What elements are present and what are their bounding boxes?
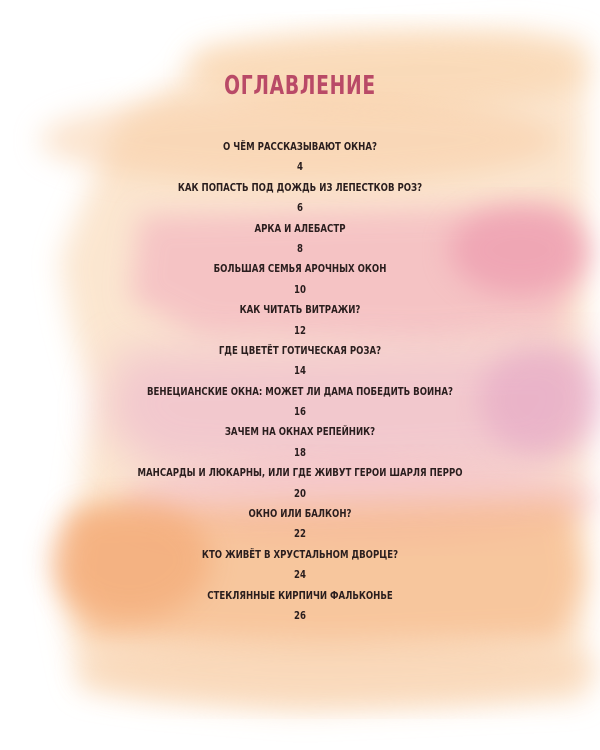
- toc-entry: [0, 219, 600, 260]
- toc-entry-title: КТО ЖИВЁТ В ХРУСТАЛЬНОМ ДВОРЦЕ?: [201, 547, 399, 561]
- toc-entry: [0, 178, 600, 219]
- toc-entry-title: ЗАЧЕМ НА ОКНАХ РЕПЕЙНИК?: [224, 425, 376, 439]
- toc-entry-title: КАК ЧИТАТЬ ВИТРАЖИ?: [239, 303, 361, 317]
- toc-entry: [0, 545, 600, 586]
- toc-entry-title: КАК ПОПАСТЬ ПОД ДОЖДЬ ИЗ ЛЕПЕСТКОВ РОЗ?: [177, 180, 423, 194]
- toc-entry-page: 18: [294, 445, 306, 459]
- toc-entry-title: ВЕНЕЦИАНСКИЕ ОКНА: МОЖЕТ ЛИ ДАМА ПОБЕДИТЬ ВОИНА?: [147, 384, 453, 398]
- toc-entry: [0, 137, 600, 178]
- toc-entry-title: МАНСАРДЫ И ЛЮКАРНЫ, ИЛИ ГДЕ ЖИВУТ ГЕРОИ ШАРЛЯ ПЕРРО: [137, 466, 463, 480]
- toc-entry-page: 6: [297, 201, 303, 215]
- toc-entry: [0, 463, 600, 504]
- toc-entry: [0, 341, 600, 382]
- toc-entry-page: 26: [294, 608, 306, 622]
- toc-entry-page: 16: [294, 405, 306, 419]
- toc-entry-page: 20: [294, 486, 306, 500]
- toc-entry: [0, 259, 600, 300]
- toc-entry-page: 22: [294, 527, 306, 541]
- toc-entry: [0, 382, 600, 423]
- toc-entry-title: АРКА И АЛЕБАСТР: [254, 221, 346, 235]
- toc-entry: [0, 586, 600, 627]
- toc-entry-page: 24: [294, 568, 306, 582]
- toc-list: [0, 137, 600, 626]
- toc-entry: [0, 300, 600, 341]
- toc-entry-page: 14: [294, 364, 306, 378]
- toc-entry-title: СТЕКЛЯННЫЕ КИРПИЧИ ФАЛЬКОНЬЕ: [207, 588, 393, 602]
- toc-entry-page: 8: [297, 241, 303, 255]
- page-title: ОГЛАВЛЕНИЕ: [224, 71, 376, 101]
- toc-entry-title: О ЧЁМ РАССКАЗЫВАЮТ ОКНА?: [223, 140, 377, 153]
- toc-entry-title: БОЛЬШАЯ СЕМЬЯ АРОЧНЫХ ОКОН: [213, 262, 387, 276]
- toc-entry: [0, 504, 600, 545]
- toc-entry-page: 10: [294, 282, 306, 296]
- toc-entry-page: 12: [294, 323, 306, 337]
- toc-entry: [0, 422, 600, 463]
- toc-entry-page: 4: [297, 160, 303, 174]
- toc-entry-title: ГДЕ ЦВЕТЁТ ГОТИЧЕСКАЯ РОЗА?: [218, 343, 382, 357]
- toc-entry-title: ОКНО ИЛИ БАЛКОН?: [248, 507, 352, 521]
